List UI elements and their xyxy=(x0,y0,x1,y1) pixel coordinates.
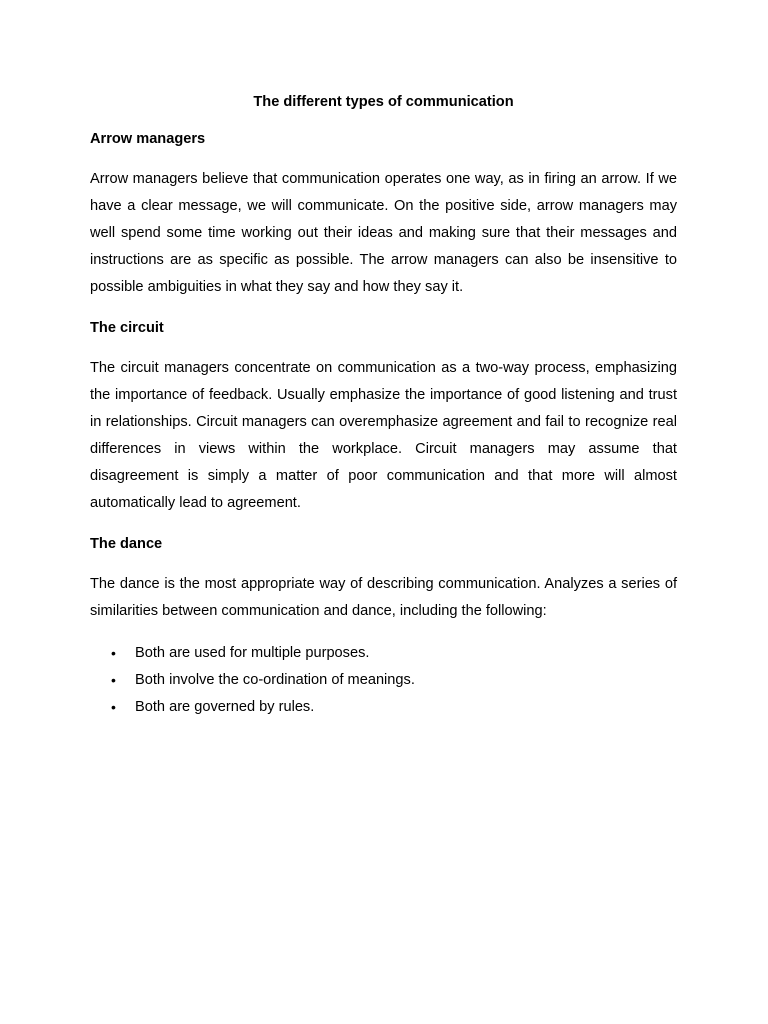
list-item-text: Both are governed by rules. xyxy=(135,699,315,715)
list-item xyxy=(90,694,677,721)
similarities-list xyxy=(90,640,677,721)
document-body xyxy=(90,92,677,721)
list-item-text: Both involve the co-ordination of meanings. xyxy=(135,672,415,688)
bullet-dot-icon: • xyxy=(111,645,116,661)
heading-the-dance: The dance xyxy=(90,536,163,552)
heading-arrow-managers: Arrow managers xyxy=(90,131,206,147)
bullet-dot-icon: • xyxy=(111,699,116,715)
document-title: The different types of communication xyxy=(253,94,514,110)
bullet-dot-icon: • xyxy=(111,672,116,688)
paragraph-arrow-managers: Arrow managers believe that communication operates one way, as in firing an arrow. If we have a clear message, we will communicate. On the positive side, arrow managers may well spend some time working out their ideas and making sure that their messages and instructions are as specific as possible. The arrow managers can also be insensitive to possible ambiguities in what they say and how they say it. xyxy=(90,171,677,295)
heading-the-circuit: The circuit xyxy=(90,320,164,336)
list-item-text: Both are used for multiple purposes. xyxy=(135,645,370,661)
paragraph-the-circuit: The circuit managers concentrate on communication as a two-way process, emphasizing the importance of feedback. Usually emphasize the importance of good listening and trust in relationships. Circuit managers can overemphasize agreement and fail to recognize real differences in views within the workplace. Circuit managers may assume that disagreement is simply a matter of poor communication and that more will almost automatically lead to agreement. xyxy=(90,360,677,511)
list-item xyxy=(90,640,677,667)
list-item xyxy=(90,667,677,694)
paragraph-the-dance: The dance is the most appropriate way of describing communication. Analyzes a series of similarities between communication and dance, including the following: xyxy=(90,576,677,619)
